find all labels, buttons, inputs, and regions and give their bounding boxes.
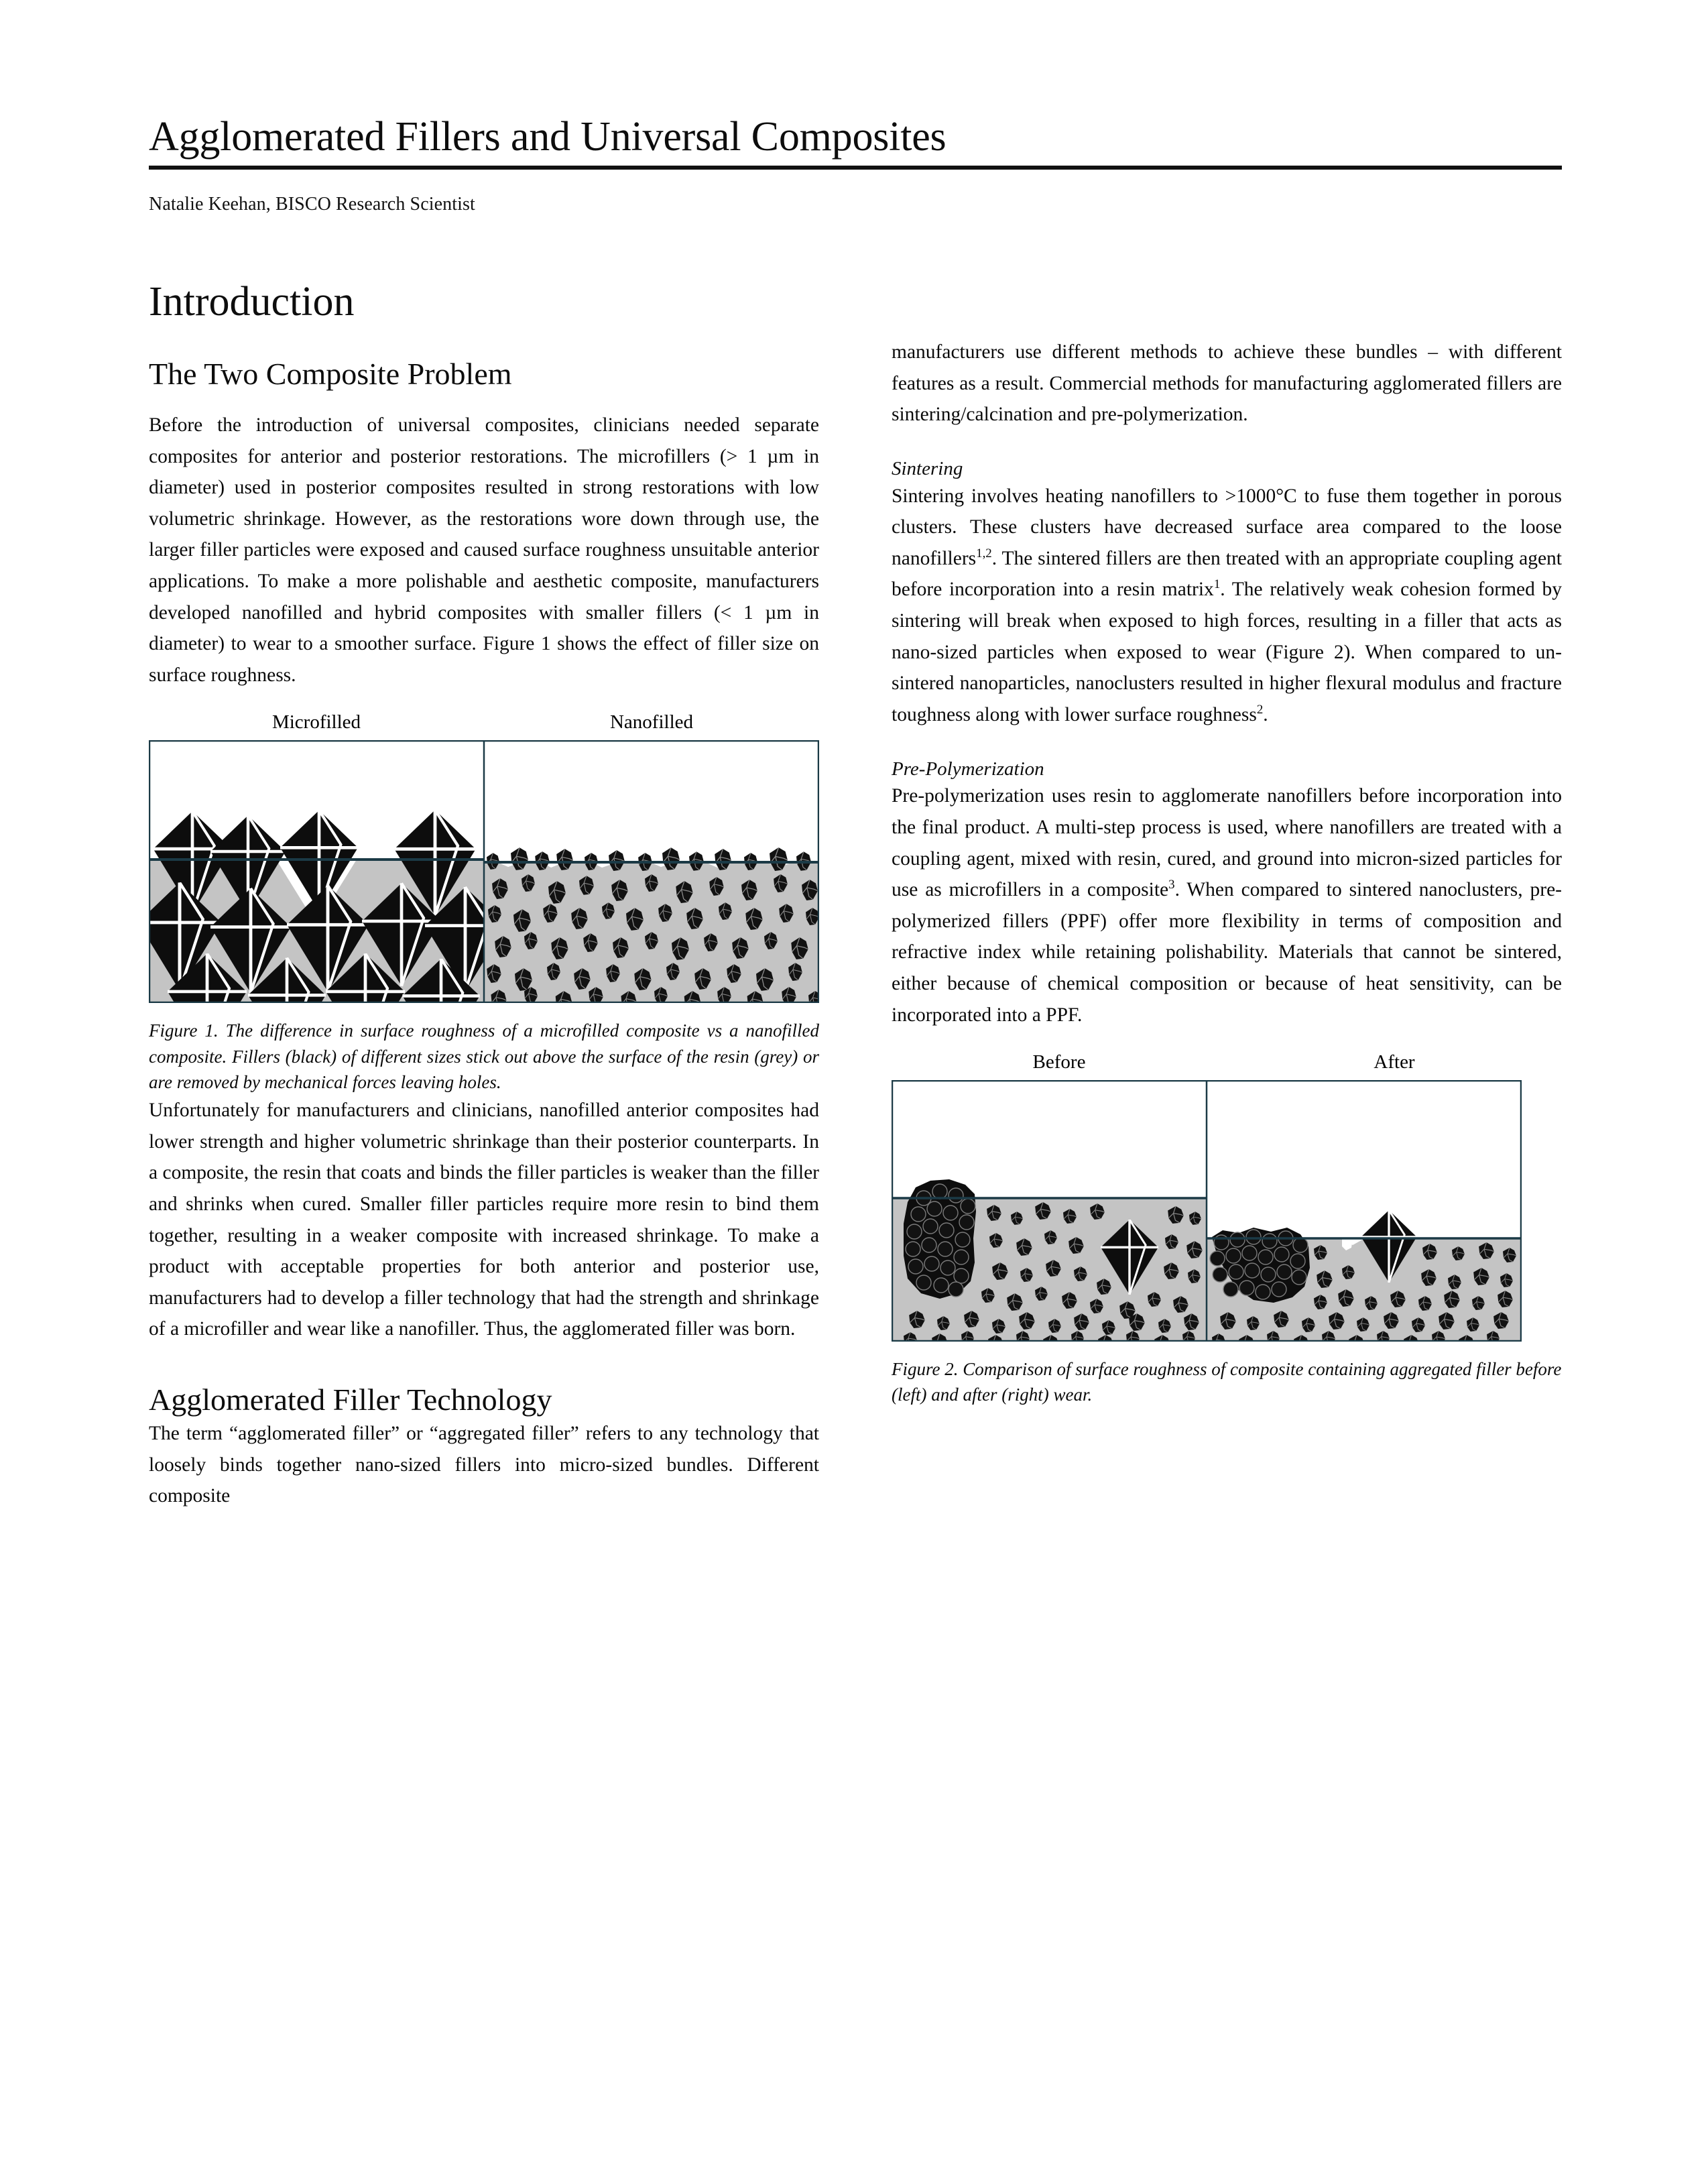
paragraph-agglomerated-1: The term “agglomerated filler” or “aggregated filler” refers to any technology that loosely binds together nano-sized fillers into micro-sized bundles. Different composite <box>149 1422 819 1507</box>
paragraph-pre-polymerization <box>892 780 1562 1030</box>
citation-ref-1-2: 1,2 <box>976 546 992 561</box>
figure-2-labels <box>892 1051 1562 1074</box>
subsection-heading-agglomerated-filler-technology: Agglomerated Filler Technology <box>149 1382 552 1417</box>
figure-2-label-before: Before <box>1032 1051 1086 1073</box>
paragraph-intro-2: Unfortunately for manufacturers and clinicians, nanofilled anterior composites had lower strength and higher volumetric shrinkage than their posterior counterparts. In a composite, the resin that coats and binds the filler particles is weaker than the filler and shrinks when cured. Smaller filler particles require more resin to bind them together, resulting in a weaker composite with increased shrinkage. To make a product with acceptable properties for both anterior and posterior use, manufacturers had to develop a filler technology that had the strength and shrinkage of a microfiller and wear like a nanofiller. Thus, the agglomerated filler was born. <box>149 1100 819 1340</box>
title-divider <box>149 166 1562 170</box>
page-title: Agglomerated Fillers and Universal Composites <box>149 114 947 160</box>
ppf-text-1: Pre-polymerization uses resin to agglomerate nanofillers before incorporation into the final product. A multi-step process is used, where nanofillers are treated with a coupling agent, mixed with resin, cured, and ground into micron-sized particles for use as microfillers in a composite <box>892 785 1562 901</box>
figure-1 <box>149 711 819 1095</box>
figure-1-graphic <box>149 740 819 1003</box>
paragraph-right-continuation: manufacturers use different methods to achieve these bundles – with different features as a result. Commercial methods for manufacturing agglomerated fillers are sintering/calcination and pre-polymerization. <box>892 341 1562 426</box>
citation-ref-1: 1 <box>1213 577 1221 592</box>
left-column <box>149 337 819 1512</box>
citation-ref-3: 3 <box>1168 878 1175 892</box>
paragraph-sintering <box>892 481 1562 731</box>
citation-ref-2: 2 <box>1256 703 1264 717</box>
paragraph-intro-1: Before the introduction of universal composites, clinicians needed separate composites for anterior and posterior restorations. The microfillers (> 1 µm in diameter) used in posterior composites resulted in strong restorations with low volumetric shrinkage. However, as the restorations wore down through use, the larger filler particles were exposed and caused surface roughness unsuitable anterior applications. To make a more polishable and aesthetic composite, manufacturers developed nanofilled and hybrid composites with smaller fillers (< 1 µm in diameter) to wear to a smoother surface. Figure 1 shows the effect of filler size on surface roughness. <box>149 414 819 686</box>
figure-2 <box>892 1051 1562 1407</box>
sintering-text-3: . The relatively weak cohesion formed by sintering will break when exposed to high forces, resulting in a filler that acts as nano-sized particles when exposed to wear (Figure 2). When compared to un-sintered nanoparticles, nanoclusters resulted in higher flexural modulus and fracture toughness along with lower surface roughness <box>892 579 1562 725</box>
figure-2-graphic <box>892 1080 1522 1342</box>
figure-1-caption: Figure 1. The difference in surface roughness of a microfilled composite vs a nanofilled composite. Fillers (black) of different sizes stick out above the surface of the resin (grey) or are removed by mechanical forces leaving holes. <box>149 1020 819 1092</box>
subheading-sintering: Sintering <box>892 457 963 479</box>
figure-1-labels <box>149 711 819 734</box>
figure-2-caption: Figure 2. Comparison of surface roughness of composite containing aggregated filler before (left) and after (right) wear. <box>892 1358 1562 1405</box>
sintering-text-4: . <box>1263 703 1268 725</box>
section-heading-introduction: Introduction <box>149 278 355 324</box>
figure-1-label-nanofilled: Nanofilled <box>609 711 693 733</box>
ppf-text-2: . When compared to sintered nanoclusters, pre-polymerized fillers (PPF) offer more flexibility in terms of composition and refractive index while retaining polishability. Materials that cannot be sintered, either because of chemical composition or because of heat sensitivity, can be incorporated into a PPF. <box>892 879 1562 1026</box>
figure-2-label-after: After <box>1374 1051 1415 1073</box>
figure-1-label-microfilled: Microfilled <box>271 711 361 733</box>
page-content <box>149 114 1562 1512</box>
sintering-text-1: Sintering involves heating nanofillers to >1000°C to fuse them together in porous clusters. These clusters have decreased surface area compared to the loose nanofillers <box>892 485 1562 569</box>
subsection-heading-two-composite-problem: The Two Composite Problem <box>149 357 512 392</box>
right-column <box>892 337 1562 1408</box>
sintering-text-2: . The sintered fillers are then treated with an appropriate coupling agent before incorporation into a resin matrix <box>892 547 1562 601</box>
author-byline: Natalie Keehan, BISCO Research Scientist <box>149 194 475 215</box>
subheading-pre-polymerization: Pre-Polymerization <box>892 758 1044 780</box>
two-column-body <box>149 337 1562 1512</box>
